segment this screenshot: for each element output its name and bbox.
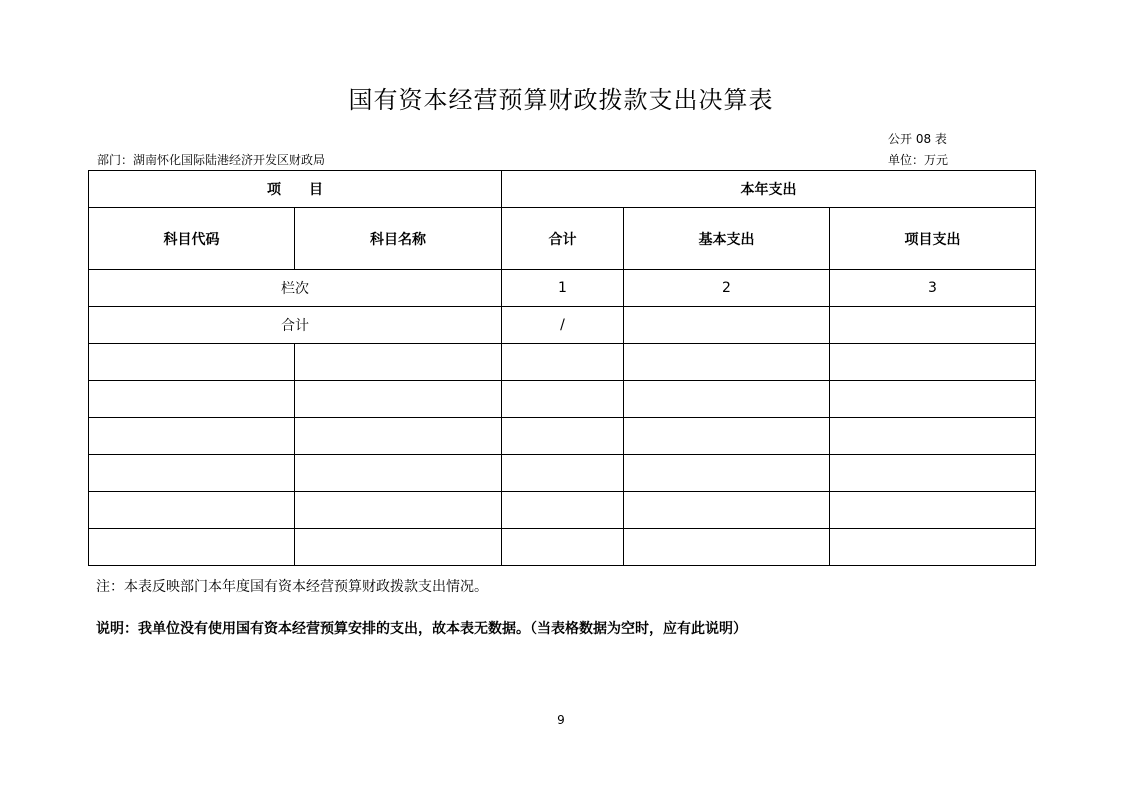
- header-name: 科目名称: [295, 208, 502, 270]
- cell-total: [502, 381, 624, 418]
- cell-basic: [624, 455, 830, 492]
- group-header-row: [89, 171, 1036, 208]
- column-number-2: 2: [624, 270, 830, 307]
- cell-basic: [624, 418, 830, 455]
- cell-name: [295, 418, 502, 455]
- cell-total: [502, 455, 624, 492]
- cell-project: [830, 529, 1036, 566]
- cell-project: [830, 418, 1036, 455]
- cell-total: [502, 344, 624, 381]
- total-value: /: [502, 307, 624, 344]
- cell-project: [830, 381, 1036, 418]
- cell-code: [89, 381, 295, 418]
- table-row: [89, 344, 1036, 381]
- column-number-label: 栏次: [89, 270, 502, 307]
- header-item: 项 目: [89, 171, 502, 208]
- page-number: 9: [557, 713, 565, 727]
- table-row: [89, 492, 1036, 529]
- total-basic: [624, 307, 830, 344]
- cell-basic: [624, 344, 830, 381]
- total-project: [830, 307, 1036, 344]
- cell-code: [89, 418, 295, 455]
- cell-name: [295, 492, 502, 529]
- total-label: 合计: [89, 307, 502, 344]
- cell-name: [295, 529, 502, 566]
- total-row: [89, 307, 1036, 344]
- cell-name: [295, 381, 502, 418]
- column-header-row: [89, 208, 1036, 270]
- cell-project: [830, 455, 1036, 492]
- column-number-3: 3: [830, 270, 1036, 307]
- page-title: 国有资本经营预算财政拨款支出决算表: [348, 86, 774, 114]
- cell-project: [830, 344, 1036, 381]
- expenditure-table: [88, 170, 1036, 566]
- table-row: [89, 418, 1036, 455]
- cell-basic: [624, 529, 830, 566]
- table-row: [89, 455, 1036, 492]
- table-row: [89, 381, 1036, 418]
- cell-basic: [624, 381, 830, 418]
- header-project: 项目支出: [830, 208, 1036, 270]
- unit-label: 单位：万元: [888, 153, 949, 167]
- cell-total: [502, 492, 624, 529]
- header-code: 科目代码: [89, 208, 295, 270]
- cell-code: [89, 455, 295, 492]
- table-row: [89, 529, 1036, 566]
- form-code: 公开 08 表: [888, 132, 947, 146]
- header-basic: 基本支出: [624, 208, 830, 270]
- cell-name: [295, 344, 502, 381]
- header-total: 合计: [502, 208, 624, 270]
- cell-basic: [624, 492, 830, 529]
- header-current-year: 本年支出: [502, 171, 1036, 208]
- table-note: 注：本表反映部门本年度国有资本经营预算财政拨款支出情况。: [96, 579, 488, 595]
- column-number-row: [89, 270, 1036, 307]
- cell-total: [502, 529, 624, 566]
- cell-code: [89, 529, 295, 566]
- cell-code: [89, 492, 295, 529]
- cell-project: [830, 492, 1036, 529]
- cell-name: [295, 455, 502, 492]
- explanation-text: 说明：我单位没有使用国有资本经营预算安排的支出，故本表无数据。（当表格数据为空时，应有此说明）: [96, 621, 747, 637]
- department-label: 部门：湖南怀化国际陆港经济开发区财政局: [97, 153, 326, 167]
- cell-total: [502, 418, 624, 455]
- cell-code: [89, 344, 295, 381]
- column-number-1: 1: [502, 270, 624, 307]
